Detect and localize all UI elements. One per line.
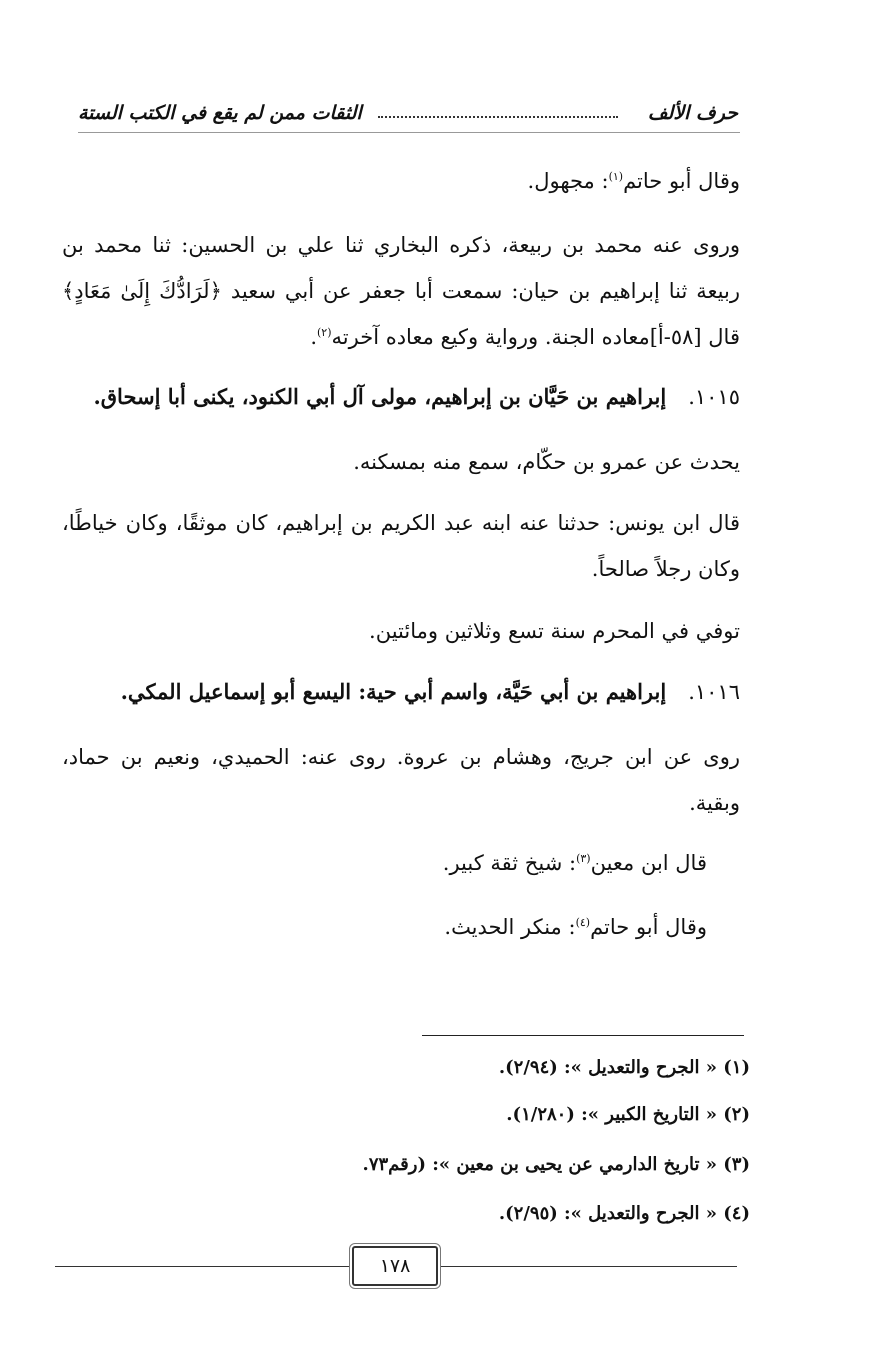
entry-1016	[70, 672, 740, 712]
footnote-ref: (٣)	[576, 852, 591, 865]
header-dot-leader	[378, 116, 618, 118]
paragraph-text: وروى عنه محمد بن ربيعة، ذكره البخاري ثنا علي بن الحسين: ثنا محمد بن ربيعة ثنا إبراهيم بن حيان: سمعت أبا جعفر عن أبي سعيد ﴿لَرَادُّكَ إِلَىٰ مَعَادٍ﴾ قال [٥٨-أ]معاده الجنة. ورواية وكيع معاده آخرته	[62, 233, 740, 349]
paragraph-text: منكر الحديث.	[444, 915, 562, 939]
footnote-1: (١) « الجرح والتعديل »: (٢/٩٤).	[498, 1057, 750, 1078]
footnote-ref: (١)	[608, 170, 624, 183]
book-title: الثقات ممن لم يقع في الكتب الستة	[78, 102, 362, 124]
paragraph-text: يحدث عن عمرو بن حكّام، سمع منه بمسكنه.	[353, 450, 740, 474]
paragraph-abu-hatim-1: وقال أبو حاتم$^{(١)}$: مجهول.	[527, 169, 740, 193]
paragraph-text: شيخ ثقة كبير.	[442, 851, 563, 875]
paragraph-ibn-yunus	[62, 500, 740, 592]
entry-number: ١٠١٦.	[688, 680, 740, 704]
footnote-4: (٤) « الجرح والتعديل »: (٢/٩٥).	[498, 1203, 750, 1224]
footnote-separator	[422, 1035, 744, 1036]
footnote-ref: (٤)	[575, 916, 591, 929]
paragraph-ibn-main: قال ابن معين$^{(٣)}$: شيخ ثقة كبير.	[442, 851, 707, 875]
paragraph-abu-hatim-2: وقال أبو حاتم$^{(٤)}$: منكر الحديث.	[444, 915, 707, 939]
footnote-2: (٢) « التاريخ الكبير »: (١/٢٨٠).	[506, 1104, 750, 1125]
entry-title: إبراهيم بن حَيَّان بن إبراهيم، مولى آل أبي الكنود، يكنى أبا إسحاق.	[93, 384, 667, 409]
paragraph-text: وقال أبو حاتم	[623, 169, 740, 193]
entry-1015	[70, 377, 740, 417]
page-number: ١٧٨	[352, 1246, 438, 1286]
paragraph-ibn-jurayj	[62, 734, 740, 826]
paragraph-text: قال ابن يونس: حدثنا عنه ابنه عبد الكريم بن إبراهيم، كان موثقًا، وكان خياطًا، وكان رجلاً صالحاً.	[62, 511, 741, 581]
paragraph-text: قال ابن معين	[590, 851, 707, 875]
running-header	[78, 98, 738, 132]
paragraph-text: روى عن ابن جريج، وهشام بن عروة. روى عنه: الحميدي، ونعيم بن حماد، وبقية.	[62, 745, 740, 815]
footnote-3: (٣) « تاريخ الدارمي عن يحيى بن معين »: (رقم٧٣.	[362, 1154, 750, 1175]
paragraph-death	[320, 608, 740, 654]
entry-number: ١٠١٥.	[688, 385, 740, 409]
footnote-ref: (٢)	[317, 326, 332, 339]
paragraph-text: وقال أبو حاتم	[590, 915, 707, 939]
entry-title: إبراهيم بن أبي حَيَّة، واسم أبي حية: اليسع أبو إسماعيل المكي.	[120, 679, 667, 704]
paragraph-text: توفي في المحرم سنة تسع وثلاثين ومائتين.	[369, 619, 740, 643]
header-rule	[78, 132, 740, 133]
chapter-title: حرف الألف	[647, 102, 738, 124]
paragraph-text: مجهول.	[527, 169, 595, 193]
paragraph-amr	[320, 439, 740, 485]
paragraph-narration: وروى عنه محمد بن ربيعة، ذكره البخاري ثنا علي بن الحسين: ثنا محمد بن ربيعة ثنا إبراهيم بن حيان: سمعت أبا جعفر عن أبي سعيد ﴿لَرَادُّكَ إِلَىٰ مَعَادٍ﴾ قال [٥٨-أ]معاده الجنة. ورواية وكيع معاده آخرته$^{(٢)}$.	[62, 233, 740, 349]
